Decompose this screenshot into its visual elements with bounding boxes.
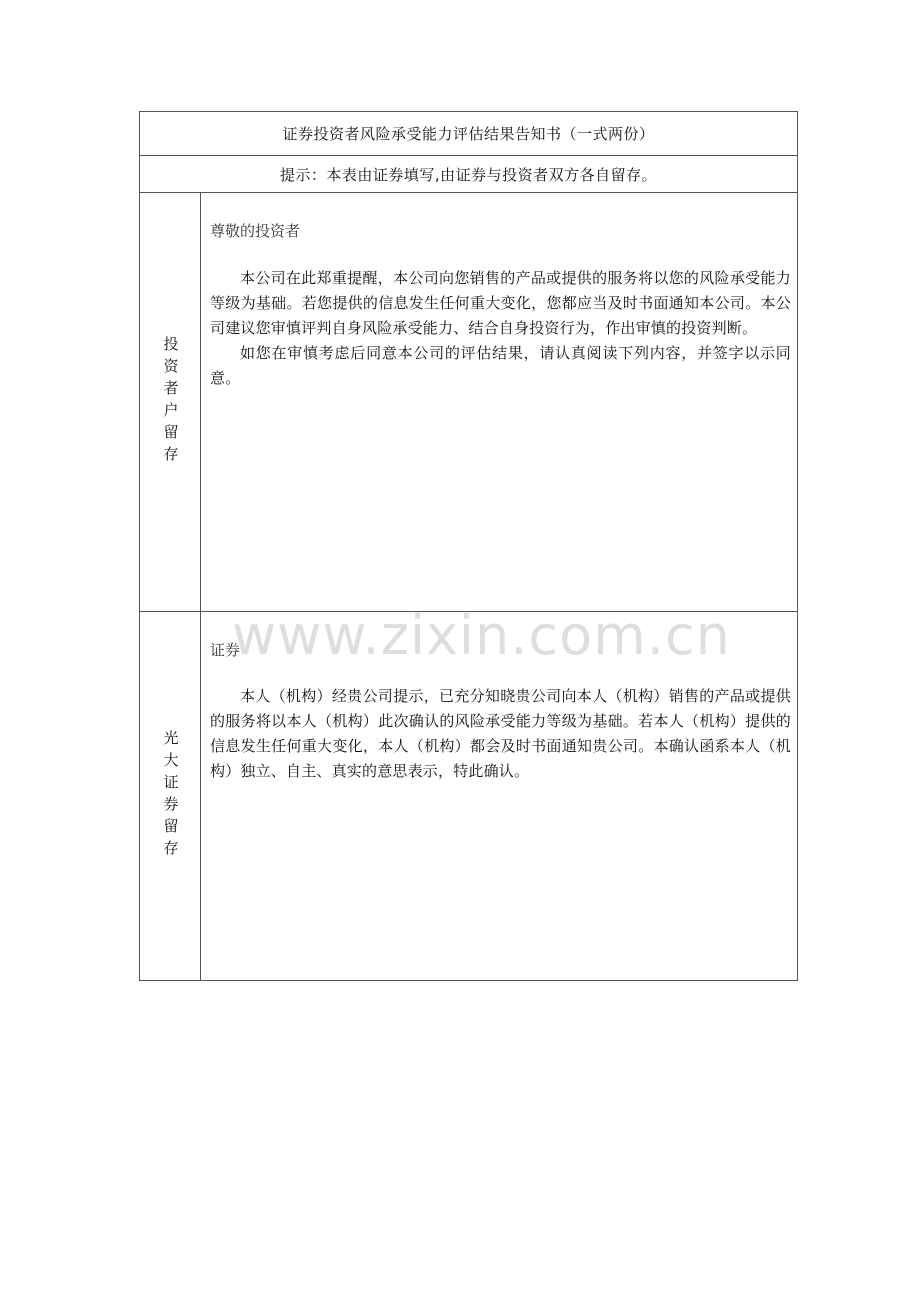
company-salutation: 证券 bbox=[210, 641, 241, 659]
company-copy-section bbox=[140, 612, 797, 980]
investor-copy-section bbox=[140, 193, 797, 612]
investor-notice-paragraph-2: 如您在审慎考虑后同意本公司的评估结果，请认真阅读下列内容，并签字以示同意。 bbox=[210, 344, 791, 387]
investor-notice-paragraph-1: 本公司在此郑重提醒，本公司向您销售的产品或提供的服务将以您的风险承受能力等级为基础。若您提供的信息发生任何重大变化，您都应当及时书面通知本公司。本公司建议您审慎评判自身风险承受能力、结合自身投资行为，作出审慎的投资判断。 bbox=[210, 269, 791, 337]
form-hint: 提示：本表由证券填写,由证券与投资者双方各自留存。 bbox=[140, 156, 797, 193]
investor-salutation: 尊敬的投资者 bbox=[210, 222, 301, 240]
company-copy-content bbox=[201, 612, 797, 980]
form-title: 证券投资者风险承受能力评估结果告知书（一式两份） bbox=[140, 112, 797, 156]
investor-notice-text bbox=[210, 266, 791, 391]
investor-copy-label: 投资者户留存 bbox=[161, 336, 180, 468]
company-confirmation-text bbox=[210, 684, 791, 784]
risk-assessment-form bbox=[139, 111, 798, 981]
watermark: www.zixin.com.cn bbox=[232, 604, 731, 667]
company-confirmation-paragraph: 本人（机构）经贵公司提示，已充分知晓贵公司向本人（机构）销售的产品或提供的服务将以本人（机构）此次确认的风险承受能力等级为基础。若本人（机构）提供的信息发生任何重大变化，本人（机构）都会及时书面通知贵公司。本确认函系本人（机构）独立、自主、真实的意思表示，特此确认。 bbox=[210, 687, 791, 780]
investor-copy-side-cell bbox=[140, 193, 201, 611]
investor-copy-content bbox=[201, 193, 797, 611]
company-copy-side-cell bbox=[140, 612, 201, 980]
company-copy-label: 光大证券留存 bbox=[161, 730, 180, 862]
